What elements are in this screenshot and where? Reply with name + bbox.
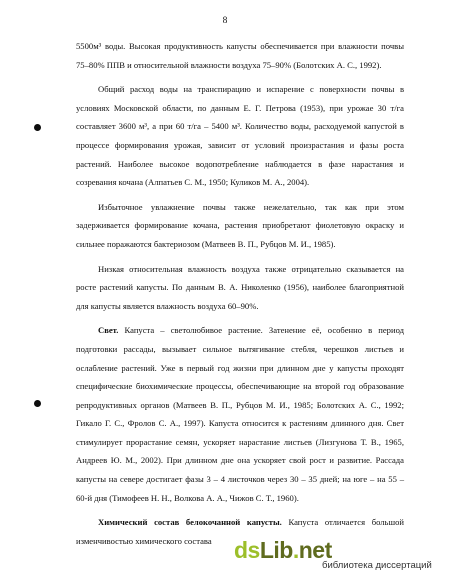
heading-light: Свет.	[98, 325, 119, 336]
paragraph-light-text: Капуста – светолюбивое растение. Затенение её, особенно в период подготовки рассады, вызывает сильное вытягивание стебля, черешков листьев и ослабление растений. Уже в первый год жизни при длинном дне у капусты проходят специфические биохимические процессы, обеспечивающие на второй год образование репродуктивных органов (Матвеев В. П., Рубцов М. И., 1985; Болотских А. С., 1992; Гикало Г. С., Фролов С. А., 1997). Капуста относится к растениям длинного дня. Свет стимулирует прорастание семян, ускоряет нарастание листьев (Лизгунова Т. В., 1965, Андреев Ю. М., 2002). При длинном дне она ускоряет свой рост и развитие. Рассада капусты на севере достигает фазы 3 – 4 листочков через 30 – 35 дней; на юге – на 55 – 60-й дня (Тимофеев Н. Н., Волкова А. А., Чижов С. Т., 1960).	[76, 325, 404, 503]
paragraph-chemistry-text: Капуста отличается большой изменчивостью химического состава	[76, 517, 404, 546]
punch-hole-mark	[34, 400, 41, 407]
punch-hole-mark	[34, 124, 41, 131]
heading-chemistry: Химический состав белокочанной капусты.	[98, 517, 282, 528]
paragraph-water-1: 5500м³ воды. Высокая продуктивность капусты обеспечивается при влажности почвы 75–80% ППВ и относительной влажности воздуха 75–90% (Болотских А. С., 1992).	[76, 41, 404, 70]
paragraph-light	[76, 321, 404, 507]
paragraph-humidity: Низкая относительная влажность воздуха также отрицательно сказывается на росте растений капусты. По данным В. А. Николенко (1956), наиболее благоприятной для капусты является влажность воздуха 60–90%.	[76, 263, 404, 311]
paragraph-water-2: Общий расход воды на транспирацию и испарение с поверхности почвы в условиях Московской области, по данным Е. Г. Петрова (1953), при урожае 30 т/га составляет 3600 м³, а при 60 т/га – 5400 м³. Количество воды, расходуемой капустой в процессе формирования урожая, зависит от условий произрастания и фазы роста растений. Наиболее высокое водопотребление наблюдается в фазе нарастания и созревания кочана (Алпатьев С. М., 1950; Куликов М. А., 2004).	[76, 84, 404, 188]
dslib-logo: dsLib.net	[234, 537, 332, 563]
page-number: 8	[222, 16, 228, 26]
paragraph-moisture: Избыточное увлажнение почвы также нежелательно, так как при этом задерживается формирование кочана, растения приобретают фиолетовую окраску и сильнее поражаются бактериозом (Матвеев В. П., Рубцов М. И., 1985).	[76, 201, 404, 249]
dslib-watermark	[234, 535, 444, 575]
body-text	[76, 37, 404, 550]
watermark-subtitle: библиотека диссертаций	[322, 560, 432, 571]
